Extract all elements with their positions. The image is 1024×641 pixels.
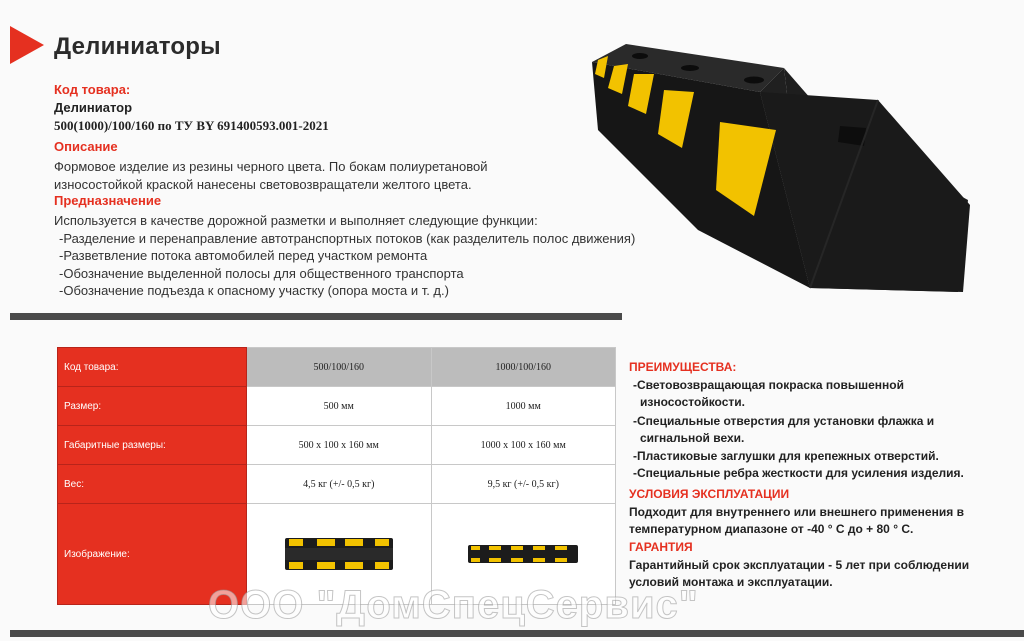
desc-line: износостойкой краской нанесены световозвращатели желтого цвета. [54, 177, 472, 192]
warranty-line: Гарантийный срок эксплуатации - 5 лет при соблюдении [629, 558, 970, 572]
code-heading: Код товара: [54, 82, 131, 97]
purpose-line: -Разделение и перенаправление автотранспортных потоков (как разделитель полос движения) [59, 231, 636, 246]
conditions-line: температурном диапазоне от -40 ° С до + 80 ° С. [629, 522, 914, 536]
code-line-1: Делиниатор [54, 100, 133, 115]
section-divider [10, 313, 622, 320]
advantages-line: износостойкости. [640, 395, 745, 409]
cell-1000: 1000 мм [431, 387, 616, 426]
cell-500: 500 x 100 x 160 мм [247, 426, 432, 465]
warranty-heading: ГАРАНТИЯ [629, 540, 693, 554]
cell-1000: 9,5 кг (+/- 0,5 кг) [431, 465, 616, 504]
advantages-line: -Специальные отверстия для установки флажка и [633, 414, 935, 428]
row-label: Размер: [58, 387, 247, 426]
page-title: Делиниаторы [54, 33, 221, 60]
table-row [58, 387, 616, 426]
purpose-line: -Обозначение подъезда к опасному участку (опора моста и т. д.) [59, 283, 449, 298]
purpose-line: -Обозначение выделенной полосы для общественного транспорта [59, 266, 464, 281]
row-label: Изображение: [58, 504, 247, 605]
warranty-line: условий монтажа и эксплуатации. [629, 575, 833, 589]
title-arrow-icon [10, 26, 44, 64]
footer-divider [10, 630, 1024, 637]
cell-500: 4,5 кг (+/- 0,5 кг) [247, 465, 432, 504]
conditions-heading: УСЛОВИЯ ЭКСПЛУАТАЦИИ [629, 487, 790, 501]
row-label: Вес: [58, 465, 247, 504]
watermark: ООО "ДомСпецСервис" [208, 583, 699, 627]
purpose-line: Используется в качестве дорожной разметки и выполняет следующие функции: [54, 213, 538, 228]
advantages-heading: ПРЕИМУЩЕСТВА: [629, 360, 737, 374]
desc-line: Формовое изделие из резины черного цвета. По бокам полиуретановой [54, 159, 488, 174]
cell-500: 500 мм [247, 387, 432, 426]
purpose-line: -Разветвление потока автомобилей перед участком ремонта [59, 248, 428, 263]
cell-500: 500/100/160 [247, 348, 432, 387]
row-label: Габаритные размеры: [58, 426, 247, 465]
table-row [58, 348, 616, 387]
advantages-line: -Пластиковые заглушки для крепежных отверстий. [633, 449, 939, 463]
table-row [58, 426, 616, 465]
cell-1000: 1000/100/160 [431, 348, 616, 387]
row-label: Код товара: [58, 348, 247, 387]
purpose-heading: Предназначение [54, 193, 162, 208]
cell-1000: 1000 x 100 x 160 мм [431, 426, 616, 465]
advantages-line: сигнальной вехи. [640, 431, 745, 445]
delineator-product-image [578, 30, 978, 300]
table-row [58, 465, 616, 504]
advantages-line: -Специальные ребра жесткости для усиления изделия. [633, 466, 964, 480]
delineator-1000-thumb [467, 542, 579, 566]
spec-table [57, 347, 616, 605]
desc-heading: Описание [54, 139, 118, 154]
advantages-line: -Световозвращающая покраска повышенной [633, 378, 905, 392]
conditions-line: Подходит для внутреннего или внешнего применения в [629, 505, 964, 519]
code-line-2: 500(1000)/100/160 по ТУ BY 691400593.001-2021 [54, 118, 329, 133]
delineator-500-thumb [283, 534, 395, 574]
